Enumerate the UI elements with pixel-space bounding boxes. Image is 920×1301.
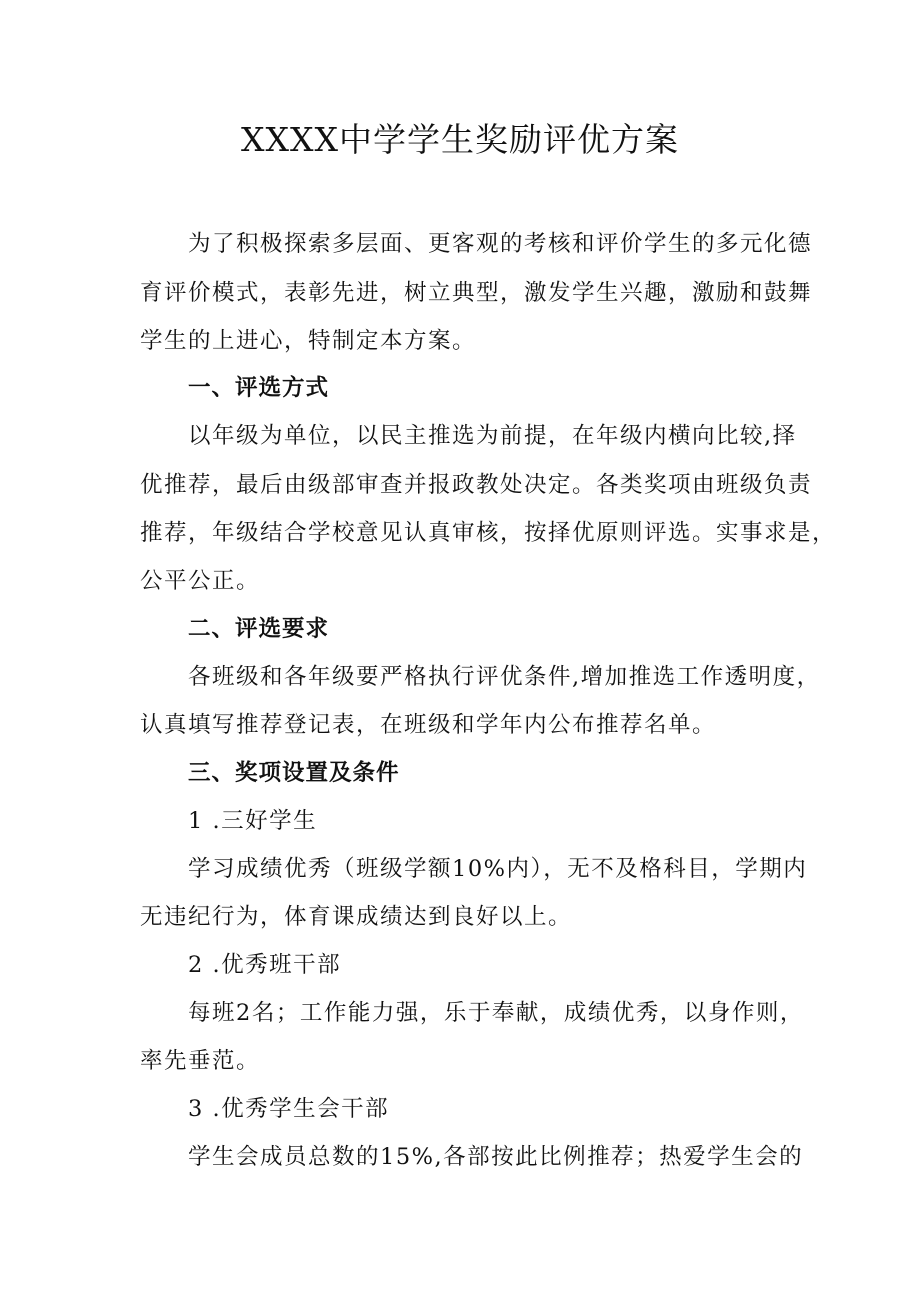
document-title: XXXX中学学生奖励评优方案 (241, 120, 679, 159)
award-3-label: 3 .优秀学生会干部 (188, 1096, 390, 1122)
section-1-heading: 一、评选方式 (188, 375, 330, 401)
section-2-line-2: 认真填写推荐登记表，在班级和学年内公布推荐名单。 (140, 712, 717, 738)
intro-line-3: 学生的上进心，特制定本方案。 (140, 328, 477, 354)
award-1-line-1: 学习成绩优秀（班级学额10%内），无不及格科目，学期内 (188, 856, 808, 882)
section-1-line-1: 以年级为单位，以民主推选为前提，在年级内横向比较,择 (188, 423, 797, 449)
section-2-heading: 二、评选要求 (188, 616, 330, 642)
section-3-heading: 三、奖项设置及条件 (188, 760, 400, 786)
award-2-line-1: 每班2名；工作能力强，乐于奉献，成绩优秀，以身作则， (188, 1000, 804, 1026)
section-2-line-1: 各班级和各年级要严格执行评优条件,增加推选工作透明度， (188, 664, 821, 690)
section-1-line-2: 优推荐，最后由级部审查并报政教处决定。各类奖项由班级负责 (140, 472, 813, 498)
award-1-label: 1 .三好学生 (188, 808, 318, 834)
section-1-line-4: 公平公正。 (140, 568, 261, 594)
award-3-line-1: 学生会成员总数的15%,各部按此比例推荐；热爱学生会的 (188, 1144, 804, 1170)
intro-line-2: 育评价模式，表彰先进，树立典型，激发学生兴趣，激励和鼓舞 (140, 280, 813, 306)
award-2-line-2: 率先垂范。 (140, 1048, 261, 1074)
award-1-line-2: 无违纪行为，体育课成绩达到良好以上。 (140, 904, 573, 930)
intro-line-1: 为了积极探索多层面、更客观的考核和评价学生的多元化德 (188, 231, 813, 257)
section-1-line-3: 推荐，年级结合学校意见认真审核，按择优原则评选。实事求是， (140, 520, 837, 546)
award-2-label: 2 .优秀班干部 (188, 952, 342, 978)
